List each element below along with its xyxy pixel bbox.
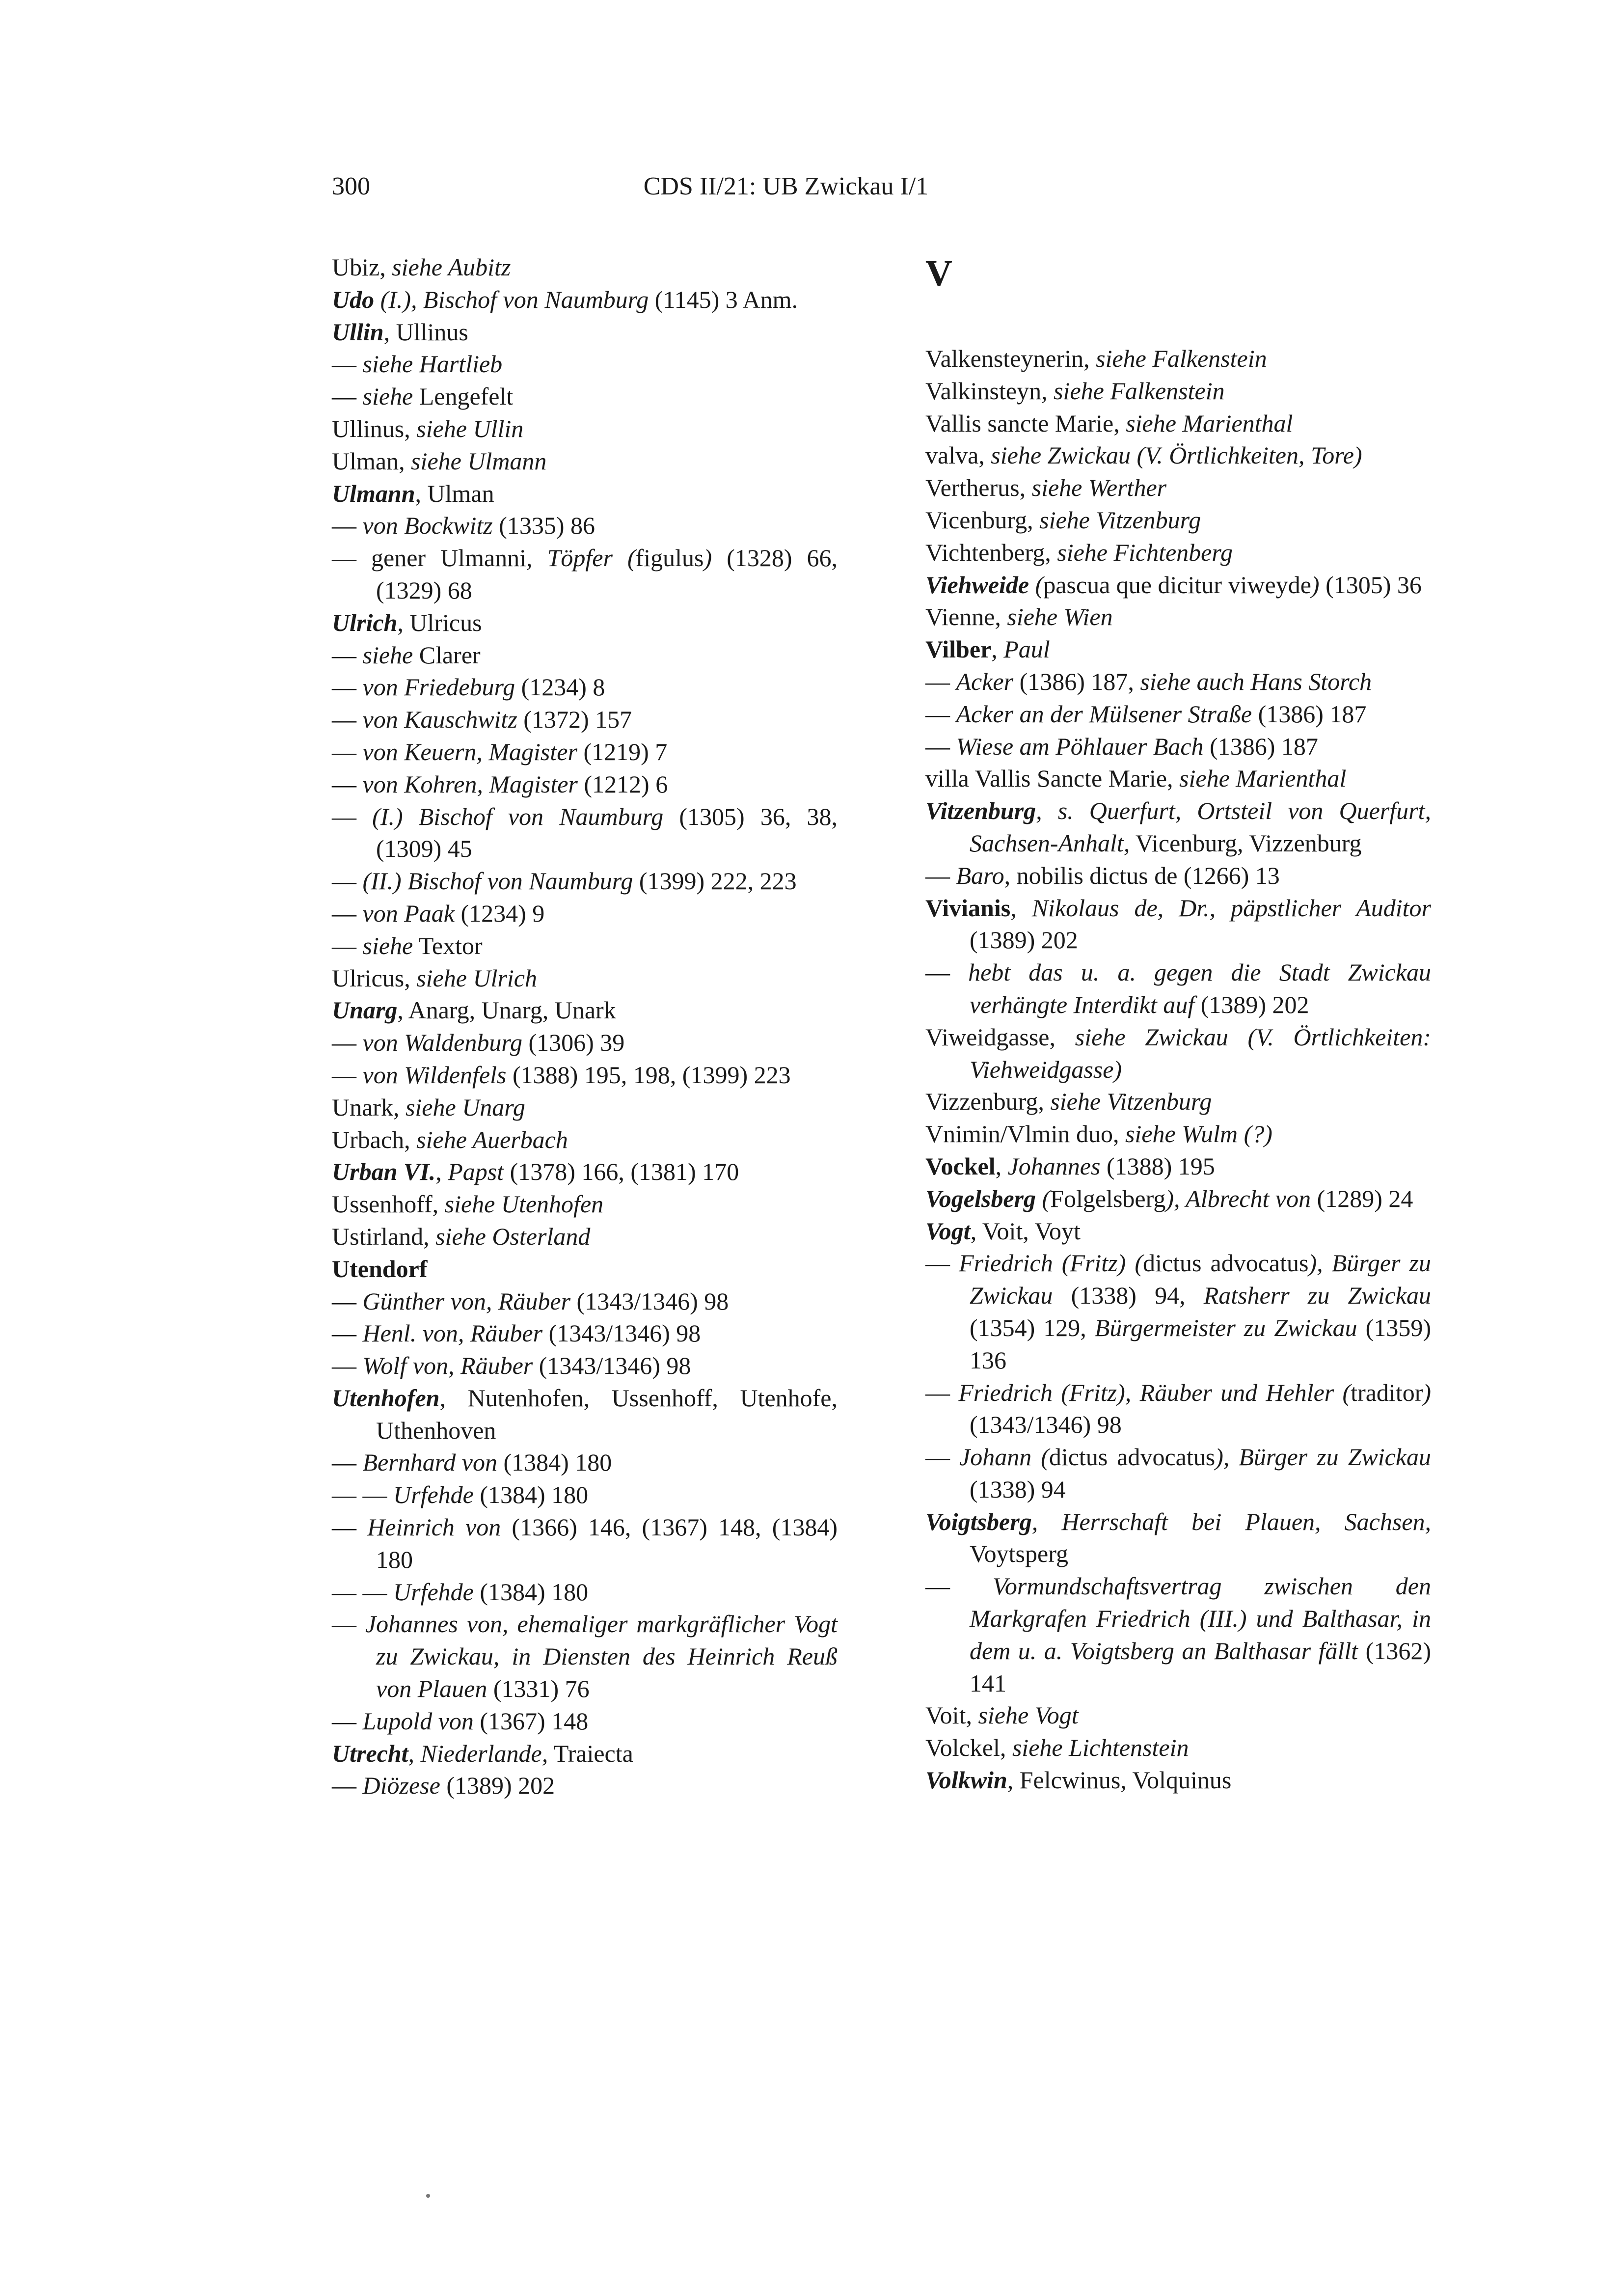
index-entry <box>332 1059 838 1092</box>
entry-text: siehe Falkenstein <box>1096 345 1267 372</box>
entry-text: Ullinus, <box>332 414 417 442</box>
entry-text: (1234) 9 <box>454 899 545 927</box>
index-entry <box>925 1215 1431 1248</box>
index-entry <box>925 569 1431 601</box>
index-entry <box>332 1511 838 1576</box>
entry-text: von Friedeburg <box>362 673 515 701</box>
index-entry <box>332 898 838 930</box>
entry-text: — <box>925 1249 959 1277</box>
entry-text: valva, <box>925 441 991 469</box>
entry-text: Vichtenberg, <box>925 538 1057 566</box>
entry-text: siehe Vogt <box>978 1701 1079 1729</box>
index-column-left <box>332 251 838 1802</box>
entry-text: siehe Auerbach <box>416 1125 568 1153</box>
entry-text: (1335) 86 <box>492 512 595 540</box>
entry-text: Nikolaus de, Dr., päpstlicher Auditor <box>1031 894 1432 922</box>
index-entry <box>332 1350 838 1382</box>
entry-text: (1386) 187 <box>1203 732 1318 760</box>
index-entry <box>925 1086 1431 1118</box>
entry-text: Volckel, <box>925 1734 1012 1762</box>
entry-text: Ulrich <box>332 608 398 636</box>
entry-text: Voytsperg <box>970 1540 1068 1568</box>
entry-text: — <box>925 1443 959 1471</box>
entry-text: , Voit, Voyt <box>970 1217 1081 1245</box>
entry-text: Vizzenburg, <box>925 1088 1051 1116</box>
entry-text: siehe Ullin <box>416 414 524 442</box>
entry-text: Friedrich (Fritz) ( <box>959 1249 1143 1277</box>
entry-text: siehe Werther <box>1031 474 1167 502</box>
entry-text: — — <box>332 1578 393 1606</box>
entry-text: Acker an der Mülsener Straße <box>956 700 1252 728</box>
index-entry <box>332 284 838 316</box>
index-entry <box>332 1705 838 1738</box>
entry-text: (1399) 222, 223 <box>633 867 797 895</box>
index-entry <box>925 731 1431 763</box>
entry-text: siehe Hartlieb <box>362 350 503 378</box>
index-entry <box>925 537 1431 569</box>
entry-text: (1305) 36, 38, (1309) 45 <box>376 802 838 863</box>
entry-text: Textor <box>413 931 483 959</box>
entry-text: Töpfer ( <box>547 544 636 572</box>
index-entry <box>332 1770 838 1802</box>
index-entry <box>332 1253 838 1285</box>
entry-text: Bernhard von <box>362 1449 497 1476</box>
entry-text: siehe Ulrich <box>416 964 537 992</box>
entry-text: Lupold von <box>362 1707 474 1735</box>
entry-text: Vockel <box>925 1152 996 1180</box>
index-entries-right <box>925 343 1431 1797</box>
index-entry <box>332 1738 838 1770</box>
entry-text: — <box>332 1707 363 1735</box>
entry-text: ) <box>1423 1378 1432 1406</box>
entry-text: (1289) 24 <box>1311 1184 1413 1212</box>
entry-text: , Ulricus <box>397 608 482 636</box>
index-entry <box>925 1118 1431 1150</box>
entry-text: siehe Wulm (?) <box>1125 1120 1272 1148</box>
entry-text: (1328) 66, (1329) 68 <box>376 544 838 604</box>
index-entry <box>332 801 838 866</box>
entry-text: (1359) 136 <box>970 1313 1431 1374</box>
entry-text: Unarg <box>332 996 398 1024</box>
entry-text: , Ulman <box>415 479 494 507</box>
entry-text: (1389) 202 <box>970 926 1078 954</box>
index-entry <box>925 892 1431 957</box>
entry-text: — <box>925 958 969 986</box>
index-entry <box>925 1764 1431 1797</box>
index-entry <box>332 962 838 995</box>
entry-text: , <box>435 1158 448 1186</box>
entry-text: siehe Unarg <box>405 1093 525 1121</box>
entry-text: ) <box>703 544 712 572</box>
entry-text: — <box>332 1061 363 1089</box>
entry-text: — <box>332 350 363 378</box>
entry-text: , <box>1010 894 1032 922</box>
entry-text: Vicenburg, Vizzenburg <box>1130 829 1362 857</box>
entry-text: Volkwin <box>925 1766 1007 1794</box>
entry-text: — <box>925 861 956 889</box>
entry-text: — <box>925 667 956 695</box>
entry-text: Urfehde <box>393 1578 474 1606</box>
index-entry <box>332 316 838 349</box>
entry-text: Utenhofen <box>332 1384 440 1412</box>
entry-text: Utrecht <box>332 1739 408 1767</box>
entry-text: Ullin <box>332 318 384 346</box>
entry-text: — <box>332 867 363 895</box>
entry-text: ), Bürger zu Zwickau <box>970 1249 1432 1310</box>
entry-text: (1145) 3 Anm. <box>654 285 798 313</box>
entry-text: hebt das u. a. gegen die Stadt Zwickau verhängte Interdikt auf <box>968 958 1432 1018</box>
entry-text: siehe Zwickau (V. Örtlichkeiten, Tore) <box>991 441 1362 469</box>
section-letter: V <box>925 253 952 294</box>
entry-text: siehe Vitzenburg <box>1050 1088 1212 1116</box>
index-entry <box>332 251 838 284</box>
entry-text: (1389) 202 <box>440 1772 555 1800</box>
entry-text: von Bockwitz <box>362 512 493 540</box>
index-entry <box>332 704 838 736</box>
entry-text: (1378) 166, (1381) 170 <box>504 1158 739 1186</box>
entry-text: Vilber <box>925 635 992 663</box>
entry-text: ( <box>1029 571 1044 599</box>
entry-text: Urban VI. <box>332 1158 436 1186</box>
entry-text: siehe Lichtenstein <box>1012 1734 1189 1762</box>
entry-text: (1338) 94, <box>1053 1282 1204 1310</box>
entry-text: Voigtsberg <box>925 1507 1032 1535</box>
index-entry <box>925 1150 1431 1183</box>
entry-text: (II.) Bischof von Naumburg <box>362 867 633 895</box>
entry-text: Wiese am Pöhlauer Bach <box>956 732 1204 760</box>
entry-text: — <box>925 700 956 728</box>
page-number: 300 <box>332 172 370 200</box>
entry-text: Unark, <box>332 1093 406 1121</box>
entry-text: Ratsherr zu Zwickau <box>1203 1282 1431 1310</box>
index-entry <box>925 601 1431 633</box>
index-entry <box>332 671 838 704</box>
entry-text: Vienne, <box>925 603 1007 631</box>
index-entry <box>332 639 838 672</box>
index-entry <box>925 375 1431 408</box>
index-entry <box>332 1188 838 1221</box>
entry-text: , Herrschaft bei Plauen, Sachsen, <box>1031 1507 1431 1535</box>
entry-text: siehe <box>362 641 413 669</box>
entry-text: — <box>332 383 363 410</box>
entry-text: von Paak <box>362 899 455 927</box>
entry-text: Vertherus, <box>925 474 1032 502</box>
entry-text: Johannes <box>1007 1152 1101 1180</box>
entry-text: Henl. von, Räuber <box>362 1319 543 1347</box>
index-entry <box>332 1447 838 1479</box>
index-entry <box>925 1247 1431 1376</box>
entry-text: dictus advocatus <box>1143 1249 1309 1277</box>
entry-text: , <box>991 635 1004 663</box>
index-entry <box>332 994 838 1027</box>
entry-text: siehe Aubitz <box>392 253 511 281</box>
entry-text: Diözese <box>362 1772 440 1800</box>
entry-text: Valkensteynerin, <box>925 345 1096 372</box>
entry-text: Ussenhoff, <box>332 1190 445 1218</box>
index-entry <box>332 736 838 768</box>
entry-text: Vnimin/Vlmin duo, <box>925 1120 1125 1148</box>
index-entry <box>925 504 1431 537</box>
entry-text: traditor <box>1351 1378 1423 1406</box>
entry-text: Ubiz, <box>332 253 392 281</box>
index-entry <box>332 1382 838 1447</box>
running-title: CDS II/21: UB Zwickau I/1 <box>643 172 929 200</box>
entry-text: (1386) 187 <box>1252 700 1367 728</box>
entry-text: siehe Marienthal <box>1126 409 1293 437</box>
entry-text: Ulman, <box>332 447 411 475</box>
entry-text: (I.), Bischof von Naumburg <box>374 285 655 313</box>
entry-text: Acker <box>956 667 1014 695</box>
entry-text: villa Vallis Sancte Marie, <box>925 765 1180 793</box>
entry-text: — gener Ulmanni, <box>332 544 547 572</box>
entry-text: siehe <box>362 931 413 959</box>
entry-text: , Anarg, Unarg, Unark <box>397 996 616 1024</box>
entry-text: Ustirland, <box>332 1222 436 1250</box>
entry-text: , Niederlande, <box>408 1739 548 1767</box>
entry-text: (1389) 202 <box>1194 990 1309 1018</box>
entry-text: (1331) 76 <box>487 1675 590 1703</box>
entry-text: Folgelsberg <box>1050 1184 1166 1212</box>
entry-text: , Nutenhofen, Ussenhoff, Utenhofe, Uthenhoven <box>376 1384 838 1444</box>
index-entry <box>925 666 1431 698</box>
entry-text: (1343/1346) 98 <box>542 1319 701 1347</box>
entry-text: (1386) 187, <box>1013 667 1140 695</box>
index-entry <box>925 633 1431 666</box>
index-entry <box>925 1021 1431 1086</box>
index-entry <box>925 1732 1431 1764</box>
index-entry <box>332 510 838 542</box>
entry-text: (1343/1346) 98 <box>570 1287 729 1315</box>
entry-text: , Ullinus <box>383 318 468 346</box>
index-entry <box>925 860 1431 892</box>
entry-text: Vormundschaftsvertrag zwischen den Markgrafen Friedrich (III.) und Balthasar, in dem u. a. Voigtsberg an Balthasar fällt <box>970 1572 1431 1665</box>
entry-text: , Felcwinus, Volquinus <box>1007 1766 1232 1794</box>
entry-text: — <box>332 706 363 734</box>
index-entry <box>332 1608 838 1705</box>
index-entry <box>332 1124 838 1156</box>
index-entry <box>332 1027 838 1059</box>
index-entry <box>332 478 838 510</box>
entry-text: siehe auch Hans Storch <box>1140 667 1372 695</box>
index-entry <box>925 1506 1431 1571</box>
entry-text: Urbach, <box>332 1125 417 1153</box>
entry-text: ), Bürger zu Zwickau <box>1215 1443 1432 1471</box>
index-entry <box>332 1576 838 1609</box>
index-entry <box>332 865 838 898</box>
index-entry <box>332 445 838 478</box>
page-header <box>332 167 1240 206</box>
entry-text: siehe Fichtenberg <box>1057 538 1233 566</box>
entry-text: Vitzenburg <box>925 797 1036 825</box>
entry-text: — <box>332 512 363 540</box>
entry-text: — <box>332 1319 363 1347</box>
entry-text: (1354) 129, <box>970 1313 1095 1341</box>
entry-text: Voit, <box>925 1701 978 1729</box>
entry-text: Traiecta <box>548 1739 633 1767</box>
entry-text: — <box>332 1610 365 1638</box>
entry-text: siehe Zwickau (V. Örtlichkeiten: Viehweidgasse) <box>970 1023 1431 1083</box>
index-entry <box>925 763 1431 795</box>
entry-text: (1366) 146, (1367) 148, (1384) 180 <box>376 1513 838 1573</box>
entry-text: siehe Ulmann <box>411 447 547 475</box>
entry-text: siehe Utenhofen <box>444 1190 604 1218</box>
entry-text: — <box>925 732 956 760</box>
entry-text: (I.) Bischof von Naumburg <box>372 802 664 830</box>
entry-text: , nobilis dictus de (1266) 13 <box>1004 861 1280 889</box>
entry-text: Friedrich (Fritz), Räuber und Hehler ( <box>958 1378 1351 1406</box>
index-entry <box>925 343 1431 375</box>
entry-text: pascua que dicitur viweyde <box>1043 571 1311 599</box>
index-entry <box>925 1183 1431 1215</box>
entry-text: Valkinsteyn, <box>925 377 1054 405</box>
entry-text: — <box>925 1378 959 1406</box>
entry-text: — <box>332 899 363 927</box>
index-entry <box>332 381 838 413</box>
entry-text: siehe Osterland <box>435 1222 591 1250</box>
entry-text: — <box>332 1772 363 1800</box>
index-entry <box>925 1441 1431 1506</box>
entry-text: — — <box>332 1481 393 1509</box>
entry-text: Baro <box>956 861 1004 889</box>
entry-text: (1388) 195 <box>1100 1152 1215 1180</box>
entry-text: Paul <box>1003 635 1050 663</box>
index-entry <box>925 439 1431 472</box>
entry-text: Utendorf <box>332 1255 428 1283</box>
entry-text: , s. Querfurt, Ortsteil von Querfurt, Sachsen-Anhalt, <box>970 797 1431 857</box>
entry-text: — <box>332 1352 363 1380</box>
index-entry <box>332 607 838 639</box>
entry-text: Günther von, Räuber <box>362 1287 571 1315</box>
entry-text: Urfehde <box>393 1481 474 1509</box>
index-entry <box>332 1092 838 1124</box>
entry-text: siehe <box>362 383 413 410</box>
index-entry <box>332 1221 838 1253</box>
entry-text: Ulricus, <box>332 964 417 992</box>
index-entry <box>925 795 1431 860</box>
index-entry <box>925 698 1431 731</box>
index-entry <box>925 408 1431 440</box>
entry-text: (1306) 39 <box>522 1029 625 1057</box>
entry-text: — <box>332 673 363 701</box>
entry-text: figulus <box>635 544 704 572</box>
entry-text: — <box>332 802 373 830</box>
index-entry <box>925 1699 1431 1732</box>
entry-text: (1343/1346) 98 <box>533 1352 691 1380</box>
entry-text: (1212) 6 <box>577 770 668 798</box>
entry-text: (1234) 8 <box>515 673 605 701</box>
entry-text: (1384) 180 <box>473 1481 589 1509</box>
entry-text: Heinrich von <box>367 1513 501 1541</box>
index-entry <box>332 768 838 801</box>
entry-text: Vogelsberg <box>925 1184 1036 1212</box>
entry-text: Johannes von, ehemaliger markgräflicher Vogt zu Zwickau, in Diensten des Heinrich Reuß von Plauen <box>365 1610 838 1703</box>
entry-text: siehe Marienthal <box>1179 765 1347 793</box>
entry-text: (1384) 180 <box>473 1578 589 1606</box>
index-entry <box>332 413 838 445</box>
entry-text: (1362) 141 <box>970 1637 1431 1697</box>
index-entry <box>332 348 838 381</box>
entry-text: , <box>995 1152 1008 1180</box>
entry-text: — <box>332 1287 363 1315</box>
index-column-right <box>925 251 1431 1797</box>
entry-text: Viweidgasse, <box>925 1023 1075 1051</box>
index-entry <box>925 1377 1431 1442</box>
index-entry <box>925 472 1431 504</box>
entry-text: Viehweide <box>925 571 1029 599</box>
entry-text: ), Albrecht von <box>1165 1184 1311 1212</box>
entry-text: Bürgermeister zu Zwickau <box>1094 1313 1357 1341</box>
index-entry <box>332 1156 838 1188</box>
index-entry <box>332 542 838 607</box>
entry-text: von Waldenburg <box>362 1029 522 1057</box>
entry-text: dictus advocatus <box>1049 1443 1216 1471</box>
entry-text: (1384) 180 <box>497 1449 612 1476</box>
entry-text: ) <box>1311 571 1320 599</box>
entry-text: — <box>332 770 363 798</box>
entry-text: (1338) 94 <box>970 1475 1066 1503</box>
entry-text: Johann ( <box>959 1443 1049 1471</box>
entry-text: Vicenburg, <box>925 506 1040 534</box>
entry-text: Ulmann <box>332 479 415 507</box>
entry-text: — <box>332 1449 363 1476</box>
entry-text: — <box>332 1029 363 1057</box>
entry-text: (1343/1346) 98 <box>970 1411 1122 1439</box>
entry-text: — <box>332 641 363 669</box>
entry-text: Udo <box>332 285 375 313</box>
entry-text: ( <box>1036 1184 1051 1212</box>
entry-text: Vogt <box>925 1217 971 1245</box>
entry-text: Wolf von, Räuber <box>362 1352 533 1380</box>
entry-text: (1367) 148 <box>473 1707 589 1735</box>
entry-text: — <box>332 1513 368 1541</box>
entry-text: (1388) 195, 198, (1399) 223 <box>506 1061 791 1089</box>
entry-text: siehe Vitzenburg <box>1039 506 1201 534</box>
entry-text: — <box>332 931 363 959</box>
entry-text: — <box>925 1572 993 1600</box>
entry-text: von Keuern, Magister <box>362 738 577 765</box>
entry-text: siehe Falkenstein <box>1054 377 1225 405</box>
entry-text: Papst <box>448 1158 504 1186</box>
index-entry <box>332 1317 838 1350</box>
index-entry <box>332 930 838 962</box>
entry-text: — <box>332 738 363 765</box>
entry-text: von Kohren, Magister <box>362 770 578 798</box>
index-entry <box>925 1570 1431 1699</box>
entry-text: von Kauschwitz <box>362 706 517 734</box>
index-entry <box>332 1479 838 1511</box>
entry-text: Vivianis <box>925 894 1011 922</box>
index-entry <box>332 1285 838 1318</box>
entry-text: von Wildenfels <box>362 1061 507 1089</box>
entry-text: Clarer <box>413 641 481 669</box>
entry-text: (1305) 36 <box>1319 571 1422 599</box>
entry-text: Lengefelt <box>413 383 514 410</box>
index-entry <box>925 957 1431 1021</box>
scan-speck <box>426 2194 430 2198</box>
entry-text: (1372) 157 <box>517 706 632 734</box>
entry-text: siehe Wien <box>1007 603 1113 631</box>
entry-text: Vallis sancte Marie, <box>925 409 1126 437</box>
entry-text: (1219) 7 <box>577 738 668 765</box>
